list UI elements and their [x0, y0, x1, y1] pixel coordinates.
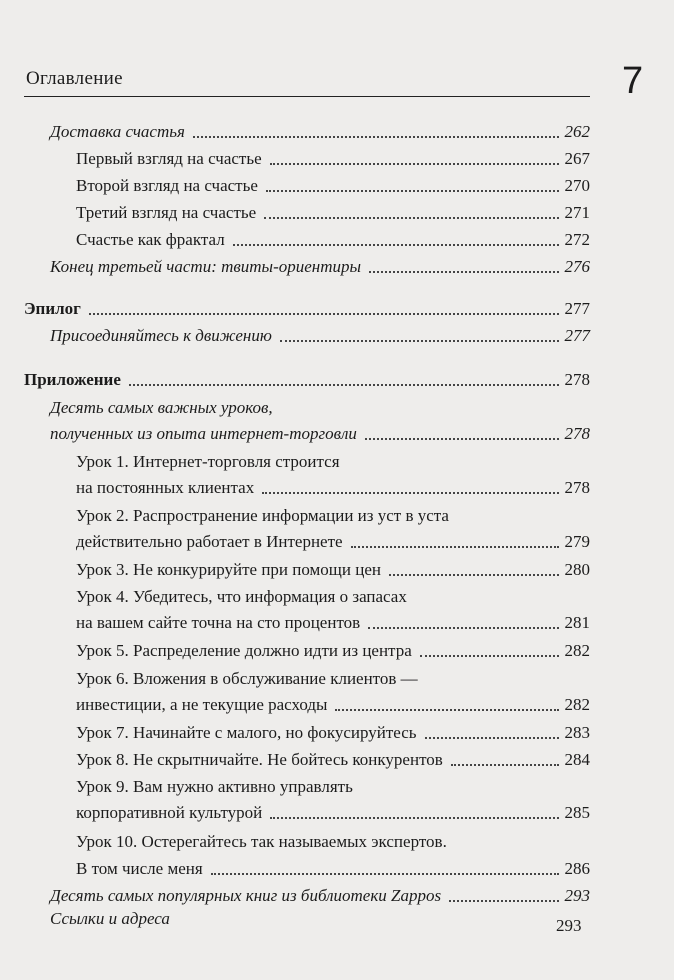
toc-entry-title: корпоративной культурой — [76, 803, 263, 822]
toc-entry-page: 281 — [564, 613, 590, 632]
toc-entry[interactable] — [76, 476, 590, 500]
toc-entry[interactable] — [76, 530, 590, 554]
toc-entry-page: 282 — [564, 695, 590, 714]
toc-entry-title: Урок 5. Распределение должно идти из центра — [76, 641, 412, 660]
leader-dots — [369, 270, 559, 273]
leader-dots — [280, 339, 559, 342]
toc-entry[interactable] — [76, 801, 590, 825]
toc-entry[interactable] — [50, 884, 590, 908]
toc-entry[interactable] — [76, 721, 590, 745]
running-header — [24, 66, 590, 97]
toc-entry[interactable] — [76, 857, 590, 881]
toc-entry-page: 277 — [564, 299, 590, 318]
leader-dots — [335, 708, 558, 711]
toc-entry-page: 293 — [556, 916, 582, 935]
toc-entry-page: 271 — [564, 203, 590, 222]
leader-dots — [451, 763, 559, 766]
toc-entry-title: Второй взгляд на счастье — [76, 176, 258, 195]
toc-entry-title-line1: Урок 10. Остерегайтесь так называемых экспертов. — [76, 832, 447, 851]
toc-entry[interactable] — [50, 324, 590, 348]
toc-entry[interactable] — [76, 748, 590, 772]
toc-entry-page: 276 — [564, 257, 590, 276]
leader-dots — [449, 899, 558, 902]
leader-dots — [270, 816, 558, 819]
leader-dots — [264, 216, 558, 219]
toc-entry-page: 270 — [564, 176, 590, 195]
toc-entry-page: 277 — [564, 326, 590, 345]
toc-entry-title: на постоянных клиентах — [76, 478, 255, 497]
leader-dots — [270, 162, 559, 165]
toc-entry[interactable] — [76, 174, 590, 198]
toc-entry-title-line1: Десять самых важных уроков, — [50, 398, 273, 417]
toc-entry-title: Первый взгляд на счастье — [76, 149, 262, 168]
leader-dots — [262, 491, 558, 494]
toc-entry-page: 293 — [564, 886, 590, 905]
leader-dots — [233, 243, 559, 246]
toc-entry[interactable] — [24, 297, 590, 321]
toc-entry-title: на вашем сайте точна на сто процентов — [76, 613, 361, 632]
toc-entry-title: Урок 3. Не конкурируйте при помощи цен — [76, 560, 381, 579]
toc-entry-title: Урок 8. Не скрытничайте. Не бойтесь конкурентов — [76, 750, 443, 769]
leader-dots — [211, 872, 559, 875]
toc-entry[interactable] — [76, 201, 590, 225]
toc-entry-page: 283 — [564, 723, 590, 742]
toc-entry[interactable] — [50, 120, 590, 144]
toc-entry-page: 272 — [564, 230, 590, 249]
toc-entry-page: 262 — [564, 122, 590, 141]
leader-dots — [89, 312, 559, 315]
header-title: Оглавление — [26, 68, 123, 89]
toc-entry-title: полученных из опыта интернет-торговли — [50, 424, 357, 443]
toc-entry-title: Урок 7. Начинайте с малого, но фокусируйтесь — [76, 723, 417, 742]
toc-entry-title: действительно работает в Интернете — [76, 532, 343, 551]
toc-entry-title: Приложение — [24, 370, 121, 389]
leader-dots — [368, 626, 558, 629]
toc-entry[interactable] — [76, 147, 590, 171]
toc-entry-title-line1: Урок 6. Вложения в обслуживание клиентов — — [76, 669, 418, 688]
toc-entry-title: инвестиции, а не текущие расходы — [76, 695, 328, 714]
leader-dots — [193, 135, 559, 138]
toc-entry-title: Присоединяйтесь к движению — [50, 326, 272, 345]
toc-entry-title: Счастье как фрактал — [76, 230, 225, 249]
toc-entry-page: 278 — [564, 478, 590, 497]
leader-dots — [420, 654, 559, 657]
leader-dots — [266, 189, 559, 192]
toc-entry-page: 284 — [564, 750, 590, 769]
toc-entry-page: 278 — [564, 424, 590, 443]
toc-entry[interactable] — [76, 639, 590, 663]
toc-entry-page: 267 — [564, 149, 590, 168]
toc-entry-title-line1: Урок 9. Вам нужно активно управлять — [76, 777, 353, 796]
toc-entry[interactable] — [76, 558, 590, 582]
page-number: 7 — [622, 60, 644, 102]
toc-entry-page: 279 — [564, 532, 590, 551]
toc-entry-title-line1: Урок 1. Интернет-торговля строится — [76, 452, 340, 471]
toc-entry-page: 282 — [564, 641, 590, 660]
toc-entry[interactable] — [76, 611, 590, 635]
toc-entry-title: В том числе меня — [76, 859, 203, 878]
toc-entry-page: 285 — [564, 803, 590, 822]
toc-entry[interactable] — [76, 228, 590, 252]
leader-dots — [425, 736, 559, 739]
toc-entry-title: Эпилог — [24, 299, 81, 318]
leader-dots — [365, 437, 559, 440]
toc-entry[interactable] — [76, 693, 590, 717]
leader-dots — [351, 545, 559, 548]
toc-entry-page: 280 — [564, 560, 590, 579]
toc-entry-title: Доставка счастья — [50, 122, 185, 141]
toc-entry-title: Конец третьей части: твиты-ориентиры — [50, 257, 361, 276]
toc-entry-title-line1: Урок 2. Распространение информации из уст в уста — [76, 506, 449, 525]
toc-entry[interactable] — [24, 368, 590, 392]
toc-entry[interactable] — [50, 422, 590, 446]
toc-entry-title-line1: Урок 4. Убедитесь, что информация о запасах — [76, 587, 407, 606]
toc-entry-page: 278 — [564, 370, 590, 389]
leader-dots — [129, 383, 559, 386]
leader-dots — [389, 573, 559, 576]
toc-entry-title[interactable]: Ссылки и адреса — [50, 909, 170, 928]
toc-entry-title: Третий взгляд на счастье — [76, 203, 257, 222]
toc-entry-page: 286 — [564, 859, 590, 878]
toc-entry-title: Десять самых популярных книг из библиотеки Zappos — [50, 886, 442, 905]
toc-entry[interactable] — [50, 255, 590, 279]
